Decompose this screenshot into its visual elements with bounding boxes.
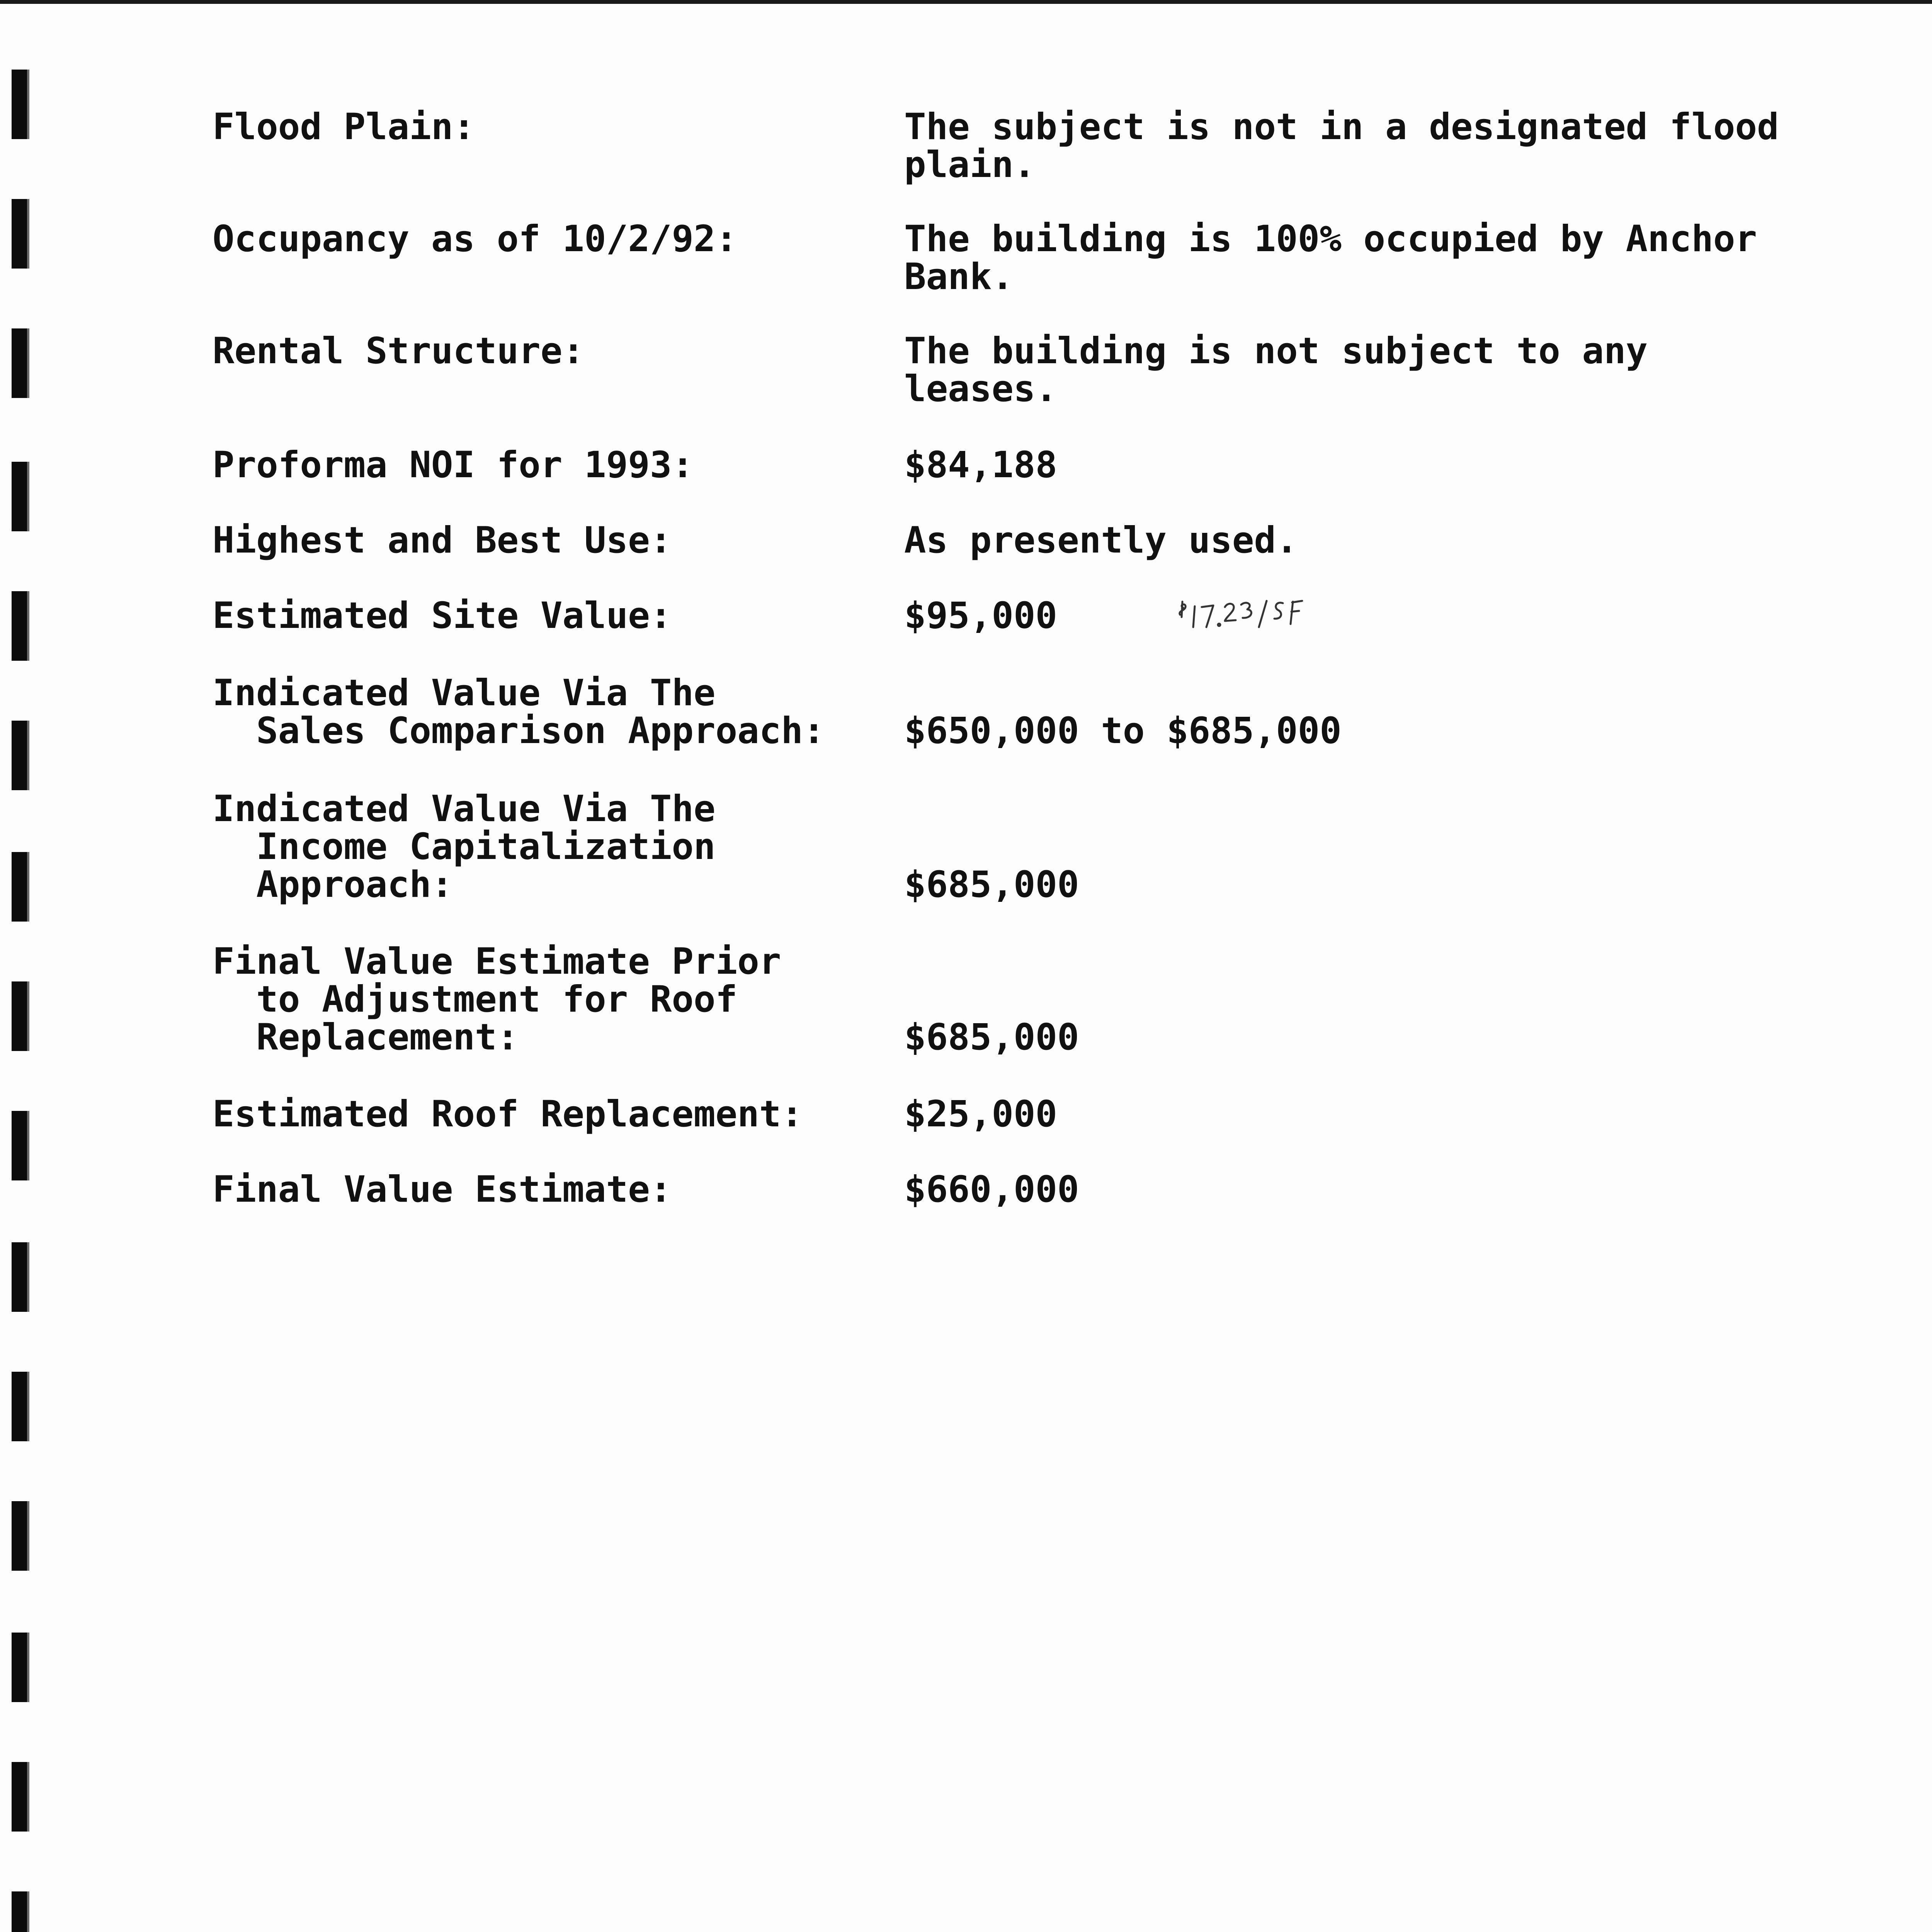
row-value: $95,000 (904, 595, 1058, 637)
row-value: The building is 100% occupied by Anchor Bank. (904, 218, 1757, 298)
row-value: As presently used. (904, 519, 1298, 561)
punch-hole (12, 1762, 29, 1832)
row-label: Indicated Value Via The Sales Comparison Approach: (213, 672, 825, 752)
row-value: $84,188 (904, 444, 1058, 486)
row-value: $685,000 (904, 864, 1079, 906)
row-label: Proforma NOI for 1993: (213, 444, 694, 486)
row-label: Indicated Value Via The Income Capitalization Approach: (213, 788, 716, 906)
punch-hole (12, 1372, 29, 1441)
row-value: $25,000 (904, 1093, 1058, 1135)
punch-hole (12, 1242, 29, 1312)
row-label: Estimated Site Value: (213, 595, 672, 637)
handwritten-note (1175, 589, 1368, 632)
row-value: $660,000 (904, 1168, 1079, 1211)
punch-hole (12, 1111, 29, 1180)
row-label: Final Value Estimate Prior to Adjustment for Roof Replacement: (213, 940, 781, 1058)
row-value: The building is not subject to any leases. (904, 330, 1648, 410)
row-value: $685,000 (904, 1016, 1079, 1058)
punch-hole (12, 199, 29, 269)
punch-hole (12, 328, 29, 398)
punch-hole (12, 591, 29, 661)
punch-hole (12, 1501, 29, 1571)
punch-hole (12, 721, 29, 790)
row-label: Occupancy as of 10/2/92: (213, 218, 738, 260)
punch-hole (12, 1891, 29, 1932)
row-label: Rental Structure: (213, 330, 585, 372)
row-label: Estimated Roof Replacement: (213, 1093, 803, 1135)
punch-hole (12, 1633, 29, 1702)
punch-hole (12, 981, 29, 1051)
punch-hole (12, 852, 29, 922)
punch-hole (12, 462, 29, 531)
row-label: Final Value Estimate: (213, 1168, 672, 1211)
scan-edge-top (0, 0, 1932, 4)
row-value: $650,000 to $685,000 (904, 710, 1342, 752)
row-label: Highest and Best Use: (213, 519, 672, 561)
row-value: The subject is not in a designated flood plain. (904, 106, 1779, 186)
binder-punch-strip (12, 0, 31, 1932)
punch-hole (12, 70, 29, 139)
row-label: Flood Plain: (213, 106, 475, 148)
